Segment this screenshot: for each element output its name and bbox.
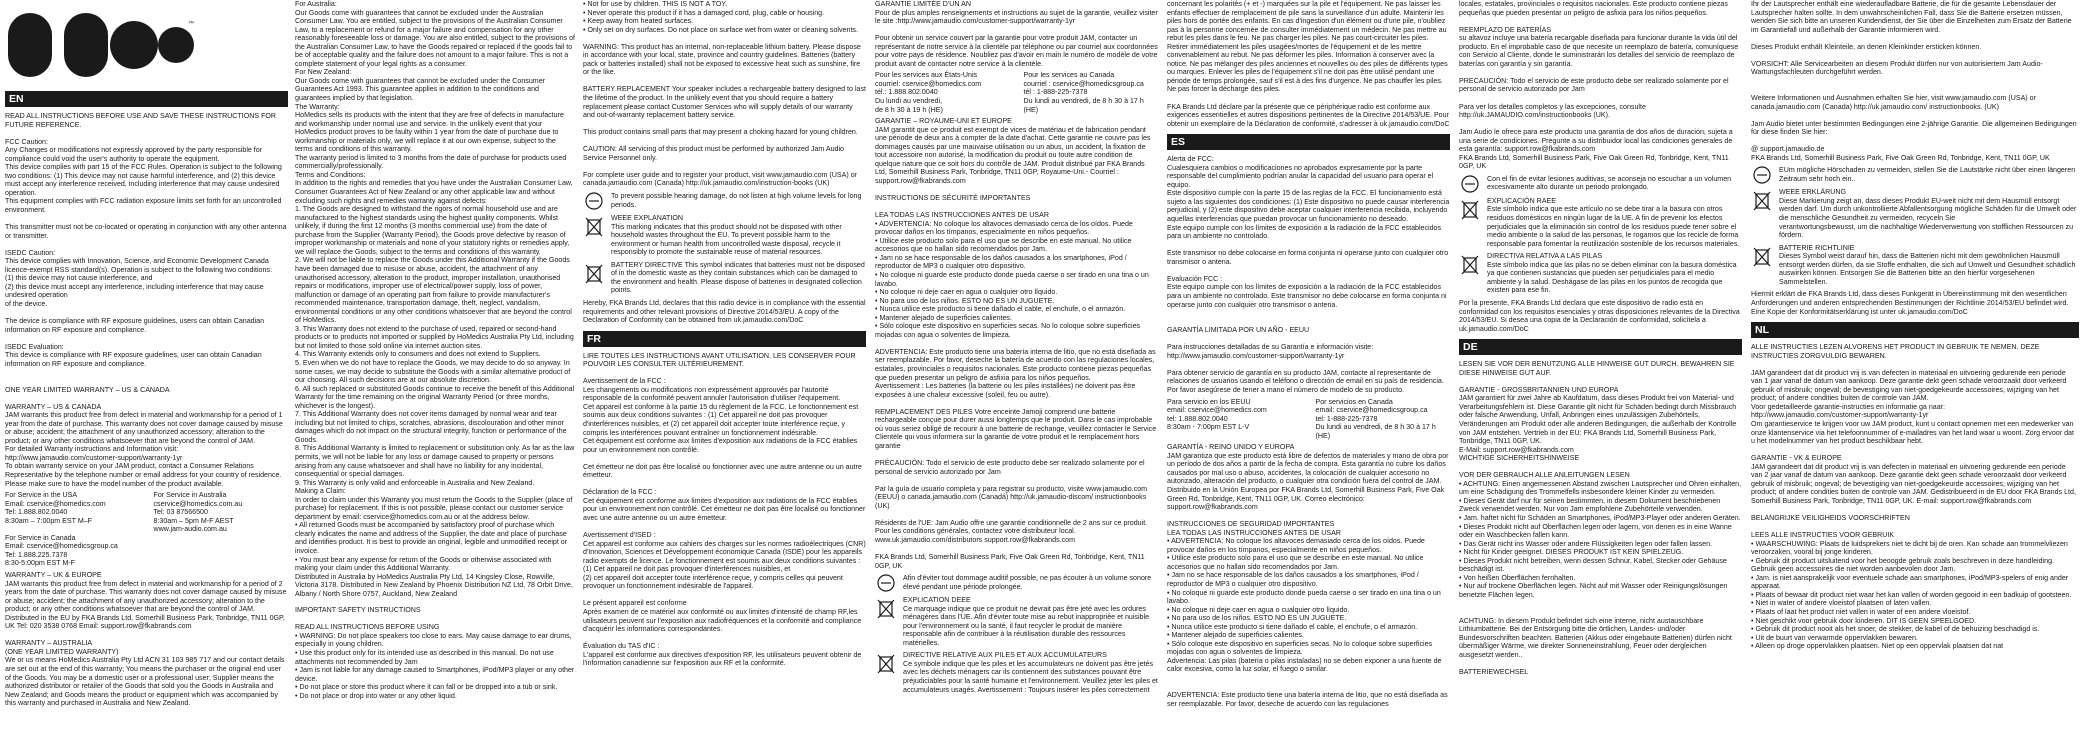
hearing-notice-text: EUm mögliche Hörschaden zu vermeiden, stellen Sie die Lautstärke nicht über einen längeren Zeitraum sehr hoch ein.. [1779, 166, 2076, 183]
en-service-usa-canada: For Service in the USA Email: cservice@homedics.com Tel: 1.888.802.0040 8:30am – 7:00pm EST M–F For Service in Canada Email: cservice@homedicsgroup.ca Tel: 1.888.225.7378 8:30-5:00pm EST M-F [5, 491, 118, 568]
fr-weee-notice [875, 596, 1158, 647]
de-weee-notice [1751, 188, 2079, 239]
battery-bin-icon [1751, 244, 1773, 268]
es-safety-text: GARANTÍA - REINO UNIDO Y EUROPA JAM garantiza que este producto está libre de defectos de materiales y mano de obra por un período de dos años a partir de la fecha de compra. Esta garantía no cubre los daños causados por mal uso o abuso, accidentes, la colocación de cualquier accesorio no autorizado, alteración del producto, o cualquier otra condición fuera del control de JAM. Distribuido en la Unión Europea por FKA Brands Ltd, Somerhill Business Park, Five Oak Green Rd, Tonbridge, Kent, TN11 0GP, UK. Correo electrónico: support.row@fkabrands.com INSTRUCCIONES DE SEGURIDAD IMPORTANTES LEA TODAS LAS INSTRUCCIONES ANTES DE USAR • ADVERTENCIA: No coloque los altavoces demasiado cerca de los oídos. Puede provocar daños en los tímpanos, especialmente en niños pequeños. • Utilice este producto solo para el uso que se describe en este manual. No utilice accesorios que no hallan sido recomendados por Jam. • Jam no se hace responsable de los daños causados a los smartphones, iPod / reproductor de MP3 o cualquier otro dispositivo. • No coloque ni guarde este producto donde pueda caerse o ser tirado en una tina o un lavabo. • No coloque ni deje caer en agua o cualquier otro líquido. • No para uso de los niños. ESTO NO ES UN JUGUETE. • Nunca utilice este producto si tiene dañado el cable, el enchufe, o el armazón. • Mantener alejado de superficies calientes. • Sólo coloque este dispositivo en superficies secas. No lo coloque sobre superficies mojadas con agua o solventes de limpieza. Advertencia: Las pilas (batería o pilas instaladas) no se deben exponer a una fuente de calor excesiva, como la luz solar, el fuego o similar. ADVERTENCIA: Este producto tiene una batería interna de litio, que no está diseñada as ser reemplazable. Por favor, deseche de acuerdo con las regulaciones [1167, 443, 1449, 708]
en-declaration-text: Hereby, FKA Brands Ltd, declares that this radio device is in compliance with the essential requirements and other relevant provisions of Directive 2014/53/EU. A copy of the Declaration of Conformity can be obtained from uk.jamaudio.com/DoC [583, 298, 866, 325]
es-service-usa: Para servicio en los EEUU email: cservice@homedics.com tel: 1.888.802.0040 8:30am - 7:00pm EST L-V [1167, 397, 1267, 432]
es-battery-notice [1459, 252, 1742, 295]
column-5 [1167, 0, 1450, 752]
fr-service-contacts [875, 71, 1158, 114]
es-hearing-notice [1459, 175, 1742, 193]
crossed-bin-icon [583, 214, 605, 238]
battery-bin-icon [583, 261, 605, 285]
column-6 [1459, 0, 1742, 752]
fr-battery-declaration-text: concernant les polarités (+ et -) marquées sur la pile et l'équipement. Ne pas laisser les enfants effectuer de remplacement de pile sans la surveillance d'un adulte. Maintenir les piles hors de portée des enfants. En cas d'ingestion d'un élément ou d'une pile, n'oubliez pas à la personne concernée de consulter immédiatement un médecin. Ne pas mettre au rebut les piles dans le feu. Ne pas charger les piles. Ne pas court-circuiter les piles. Retirer immédiatement les piles usagées/mortes de l'équipement et de les mettre convenablement au rebut. Ne pas déformer les piles. Information à conserver avec la notice. Ne pas mélanger des piles anciennes et nouvelles ou des piles de différents types ou marques. Enlever les piles de l'équipement s'il ne doit pas être utilisé pendant une période de temps prolongée, sauf s'il est à des fins d'urgence. Ne pas chauffer les piles. Ne pas forcer la décharge des piles. FKA Brands Ltd déclare par la présente que ce périphérique radio est conforme aux exigences essentielles et autres dispositions pertinentes de la Directive 2014/53/UE. Pour obtenir un exemplaire de la Déclaration de conformité, s'adresser à uk.jamaudio.com/DoC [1167, 0, 1450, 128]
column-3 [583, 0, 866, 752]
fr-service-usa: Pour les services aux États-Unis courriel: cservice@homedics.com tél.: 1.888.802.0040 Du lundi au vendredi, de 8 h 30 à 19 h (HE) [875, 71, 982, 114]
section-header-de: DE [1459, 339, 1742, 355]
de-battery-warranty-text: Ihr der Lautsprecher enthält eine wiederaufladbare Batterie, die für die gesamte Lebensdauer der Lautsprecher halten sollte. In dem unwahrscheinlichen Fall, dass Sie die Batterie ersetzen müssen, wenden Sie sich bitte an unseren Kundendienst, der Sie über die Einzelheiten zum Ersatz der Batterie im Garantiefall und außerhalb der Garantie informieren wird. Dieses Produkt enthält Kleinteile, an denen Kleinkinder ersticken können. VORSICHT: Alle Servicearbeiten an diesem Produkt dürfen nur von autorisiertem Jam Audio- Wartungsfachleuten durchgeführt werden. Weitere Informationen und Ausnahmen erhalten Sie hier, visit www.jamaudio.com (USA) or canada.jamaudio.com (Canada) http://uk.jamaudio.com/ instructionbooks. (UK) Jam Audio bietet unter bestimmten Bedingungen eine 2-jährige Garantie. Die allgemeinen Bedingungen für diese finden Sie hier: @ support.jamaudio.de FKA Brands Ltd, Somerhill Business Park, Five Oak Green Rd, Tonbridge, Kent, TN11 0GP, UK [1751, 0, 2077, 162]
crossed-bin-icon [875, 596, 897, 620]
battery-notice-text: BATTERY DIRECTIVE This symbol indicates that batteries must not be disposed of in the domestic waste as they contain substances which can be damaged to the environment and health. Please dispose of batteries in designated collection points. [611, 260, 865, 295]
section-header-fr: FR [583, 331, 866, 347]
en-weee-notice [583, 214, 866, 257]
es-fcc-warranty-text: Alerta de FCC: Cualesquiera cambios o modificaciones no aprobados expresamente por la parte responsable del cumplimiento podrían anular la capacidad del usuario para operar el equipo. Este dispositivo cumple con la parte 15 de las reglas de la FCC. El funcionamiento está sujeto a las siguientes dos condiciones: (1) Este dispositivo no puede causar interferencia perjudicial, y (2) este dispositivo debe aceptar cualquier interferencia recibida, incluyendo aquellas interferencias que puedan provocar un funcionamiento no deseado. Este equipo cumple con los límites de exposición a la radiación de la FCC establecidos para un ambiente no controlado. Este transmisor no debe colocarse en forma conjunta ni operarse junto con cualquier otro transmisor o antena. Evaluación FCC : Este equipo cumple con los límites de exposición a la radiación de la FCC establecidos para un ambiente no controlado. Este transmisor no debe colocarse en forma conjunta ni operarse junto con cualquier otro transmisor o antena. GARANTÍA LIMITADA POR UN AÑO - EEUU Para instrucciones detalladas de su Garantía e información visite: http://www.jamaudio.com/customer-support/warranty-1yr Para obtener servicio de garantía en su producto JAM, contacte al representante de relaciones de usuarios usando el teléfono o dirección de email en su país de residencia. Por favor asegúrese de tener a mano el número de modelo de su producto. [1167, 155, 1450, 394]
fr-fcc-text: LIRE TOUTES LES INSTRUCTIONS AVANT UTILISATION. LES CONSERVER POUR POUVOIR LES CONSULTER ULTÉRIEUREMENT. Avertissement de la FCC : Les changements ou modifications non expressément approuvés par l'autorité responsable de la conformité peuvent annuler l'autorisation d'utiliser l'équipement. Cet appareil est conforme à la partie 15 du règlement de la FCC. Le fonctionnement est soumis aux deux conditions suivantes : (1) Cet appareil ne doit pas provoquer d'interférences nuisibles, et (2) cet appareil doit accepter toute interférence reçue, y compris les interférences pouvant entraîner un fonctionnement indésirable. Cet équipement est conforme aux limites d'exposition aux radiations de la FCC établies pour un environnement non contrôlé. Cet émetteur ne doit pas être localisé ou fonctionner avec une autre antenne ou un autre émetteur. Déclaration de la FCC : Cet équipement est conforme aux limites d'exposition aux radiations de la FCC établies pour un environnement non contrôlé. Cet émetteur ne doit pas être localisé ou fonctionner avec une autre antenne ou un autre émetteur. Avertissement d'ISED : Cet appareil est conforme aux cahiers des charges sur les normes radioélectriques (CNR) d'Innovation, Sciences et Développement économique Canada (ISDE) pour les appareils radio exempts de licence. Le fonctionnement est soumis aux deux conditions suivantes : (1) Cet appareil ne doit pas provoquer d'interférences nuisibles, et (2) cet appareil doit accepter toute interférence reçue, y compris celles qui peuvent provoquer un fonctionnement indésirable de l'appareil. Le présent appareil est conforme Après examen de ce matériel aux conformité ou aux limites d'intensité de champ RF,les utilisateurs peuvent sur l'exposition aux radiofréquences et la conformité and compliance d'acquérir les informations correspondantes. Évaluation du TAS d'IC : L'appareil est conforme aux directives d'exposition RF, les utilisateurs peuvent obtenir de l'information canadienne sur l'exposition aux RF et la conformité. [583, 351, 866, 668]
column-2 [295, 0, 575, 752]
battery-notice-text: DIRECTIVE RELATIVE AUX PILES ET AUX ACCUMULATEURS Ce symbole indique que les piles et les accumulateurs ne doivent pas être jetés avec les déchets ménagers car ils contiennent des substances pouvant être préjudiciables pour la santé humaine et l'environnement. Veuillez jeter les piles et accumulateurs usagés. Avertissement : Toujours insérer les piles correctement [903, 651, 1158, 694]
de-battery-notice [1751, 244, 2079, 287]
column-4 [875, 0, 1158, 752]
fr-hearing-notice [875, 574, 1158, 592]
trademark-symbol: ™ [188, 21, 194, 27]
en-fcc-warranty-text: READ ALL INSTRUCTIONS BEFORE USE AND SAVE THESE INSTRUCTIONS FOR FUTURE REFERENCE. FCC Caution: Any Changes or modifications not expressly approved by the party responsible for compliance could void the user's authority to operate the equipment. This device complies with part 15 of the FCC Rules. Operation is subject to the following two conditions: (1) This device may not cause harmful interference, and (2) this device must accept any interference received, including interference that may cause undesired operation. This equipment complies with FCC radiation exposure limits set forth for an uncontrolled environment. This transmitter must not be co-located or operating in conjunction with any other antenna or transmitter. ISEDC Caution: This device complies with Innovation, Science, and Economic Development Canada licence-exempt RSS standard(s). Operation is subject to the following two conditions: (1) this device may not cause interference, and (2) this device must accept any interference, including interference that may cause undesired operation of the device. The device is compliance with RF exposure guidelines, users can obtain Canadian information on RF exposure and compliance. ISEDC Evaluation: This device is compliance with RF exposure guidelines, user can obtain Canadian information on RF exposure and compliance. ONE YEAR LIMITED WARRANTY – US & CANADA WARRANTY – US & CANADA JAM warrants this product free from defect in material and workmanship for a period of 1 year from the date of purchase. This warranty does not cover damage caused by misuse or abuse; accident; the attachment of any unauthorized accessory; alteration to the product; or any other conditions whatsoever that are beyond the control of JAM. For detailed Warranty instructions and Information visit: http://www.jamaudio.com/customer-support/warranty-1yr To obtain warranty service on your JAM product, contact a Consumer Relations Representative by the telephone number or email address for your country of residence. Please make sure to have the model number of the product available. [5, 112, 287, 488]
weee-notice-text: EXPLICATION DEEE Ce marquage indique que ce produit ne devrait pas être jeté avec les ordures ménagères dans l'UE. Afin d'éviter toute mise au rebut inappropriée et nuisible pour l'environnement ou la santé, il faut recycler le produit de manière responsable afin de contribuer à la réutilisation durable des ressources matérielles. [903, 596, 1150, 647]
hearing-warning-icon [583, 192, 605, 210]
hearing-warning-icon [1751, 166, 1773, 184]
battery-notice-text: DIRECTIVA RELATIVA A LAS PILAS Este símbolo indica que las pilas no se deben eliminar con la basura doméstica ya que contienen sustancias que pueden ser perjudiciales para el medio ambiente y la salud. Deshágase de las pilas en los puntos de recogida que existen para ese fin. [1487, 252, 1737, 295]
de-declaration-text: Hiermit erklärt die FKA Brands Ltd, dass dieses Funkgerät in Übereinstimmung mit den wesentlichen Anforderungen und anderen entsprechenden Bestimmungen der Richtlinie 2014/53/EU befindet wird. Eine Kopie der Konformitätserklärung ist unter uk.jamaudio.com/DoC [1751, 290, 2069, 316]
nl-warranty-safety-text: ALLE INSTRUCTIES LEZEN ALVORENS HET PRODUCT IN GEBRUIK TE NEMEN. DEZE INSTRUCTIES ZORGVULDIG BEWAREN. JAM garandeert dat dit product vrij is van defecten in materiaal en uitvoering gedurende een periode van 1 jaar vanaf de datum van aankoop. Deze garantie dekt geen schade veroorzaakt door verkeerd gebruik of misbruik; ongeval; de bevestiging van niet-goedgekeurde accessoires, wijziging van het product; of andere condities buiten de controle van JAM. Voor gedetailleerde garantie-instructies en informatie ga naar: http://www.jamaudio.com/customer-support/warranty-1yr Om garantieservice te krijgen voor uw JAM product, kunt u contact opnemen met een medewerker van onze klantenservice via het telefoonnummer of e-mailadres van het land waar u woont. Zorg ervoor dat u het modelnummer van het product beschikbaar hebt. GARANTIE - VK & EUROPE JAM garandeert dat dit product vrij is van defecten in materiaal en uitvoering gedurende een periode van 2 jaar vanaf de datum van aankoop. Deze garantie dekt geen schade veroorzaakt door verkeerd gebruik of misbruik; ongeval; de bevestiging van niet-goedgekeurde accessoires; wijziging van het product; of andere condities buiten de controle van JAM. Gedistribueerd in de EU door FKA Brands Ltd, Somerhill Business Park, Tonbridge, TN11 0GP, UK. E-mail: support.row@fkabrands.com BELANGRIJKE VEILIGHEIDS VOORSCHRIFTEN LEES ALLE INSTRUCTIES VOOR GEBRUIK • WAARSCHUWING: Plaats de luidsprekers niet te dicht bij de oren. Kan schade aan trommelvliezen veroorzaken, vooral bij jonge kinderen. • Gebruik dit product uitsluitend voor het beoogde gebruik zoals beschreven in deze handleiding. Gebruik geen accessoires die niet worden aanbevolen door Jam. • Jam. is niet aansprakelijk voor eventuele schade aan smartphones, iPod/MP3-spelers of enig ander apparaat. • Plaats of bewaar dit product niet waar het kan vallen of worden gegooid in een badkuip of gootsteen. • Niet in water of andere vloeistof plaatsen of laten vallen. • Plaats of laat het product niet vallen in water of een andere vloeistof. • Niet geschikt voor gebruik door kinderen. DIT IS GEEN SPEELGOED. • Gebruik dit product nooit als het snoer, de stekker, de kabel of de behuizing beschadigd is. • Uit de buurt van verwarmde oppervlakken bewaren. • Alleen op droge oppervlakken plaatsen. Niet op een oppervlak plaatsen dat nat [1751, 343, 2076, 651]
column-7 [1751, 0, 2079, 752]
en-service-australia: For Service in Australia cservice@homedics.com.au Tel: 03 87566500 8:30am – 5pm M-F AEST www.jam-audio.com.au [153, 491, 243, 534]
crossed-bin-icon [1751, 188, 1773, 212]
weee-notice-text: WEEE EXPLANATION This marking indicates that this product should not be disposed with other household wastes throughout the EU. To prevent possible harm to the environment or human health from uncontrolled waste disposal, recycle it responsibly to promote the sustainable reuse of material resources. [611, 214, 842, 257]
en-australia-warranty-text: For Australia: Our Goods come with guarantees that cannot be excluded under the Australian Consumer Law. You are entitled, subject to the provisions of the Australian Consumer Law, to a replacement or refund for a major failure and compensation for any other reasonably foreseeable loss or damage. You are also entitled, subject to the provisions of the Australian Consumer Law, to have the Goods repaired or replaced if the goods fail to be of acceptable quality and the failure does not amount to a major failure. This is not a complete statement of your legal rights as a consumer. For New Zealand: Our Goods come with guarantees that cannot be excluded under the Consumer Guarantees Act 1993. This guarantee applies in addition to the conditions and guarantees implied by that legislation. The Warranty: HoMedics sells its products with the intent that they are free of defects in manufacture and workmanship under normal use and service. In the unlikely event that your HoMedics product proves to be faulty within 1 year from the date of purchase due to workmanship or materials only, we will replace it at our own expense, subject to the terms and conditions of this warranty. The warranty period is limited to 3 months from the date of purchase for products used commercially/professionally. Terms and Conditions: In addition to the rights and remedies that you have under the Australian Consumer Law, Consumer Guarantees Act of New Zealand or any other applicable law and without excluding such rights and remedies warranty against defects: 1. The Goods are designed to withstand the rigors of normal household use and are manufactured to the highest standards using the highest quality components. Whilst unlikely, if during the first 12 months (3 months commercial use) from the date of purchase from the Supplier (Warranty Period), the Goods prove defective by reason of improper workmanship or materials and none of your statutory rights or remedies apply, we will replace the Goods, subject to the terms and conditions of this warranty. 2. We will not be liable to replace the Goods under this Additional Warranty if the Goods have been damaged due to misuse or abuse, accident, the attachment of any unauthorised accessory, alteration to the product, improper installation, unauthorised repairs or modifications, improper use of electrical/power supply, loss of power, malfunction or damage of an operating part from failure to provide manufacturer's recommended maintenance, transportation damage, theft, neglect, vandalism, environmental conditions or any other conditions whatsoever that are beyond the control of HoMedics. 3. This Warranty does not extend to the purchase of used, repaired or second-hand products or to products not imported or supplied by HoMedics Australia Pty Ltd, including but not limited to those sold online via internet auction sites. 4. This Warranty extends only to consumers and does not extend to Suppliers. 5. Even when we do not have to replace the Goods, we may decide to do so anyway. In some cases, we may decide to substitute the Goods with a similar alternative product of our choosing. All such decisions are at our absolute discretion. 6. All such replaced or substituted Goods continue to receive the benefit of this Additional Warranty for the time remaining on the original Warranty Period (or three months, whichever is the longest). 7. This Additional Warranty does not cover items damaged by normal wear and tear including but not limited to chips, scratches, abrasions, discolouration and other minor damages which do not impact on the structural integrity, function or performance of the Goods. 8. This Additional Warranty is limited to replacement or substitution only. As far as the law permits, we will not be liable for any loss or damage caused to property or persons arising from any cause whatsoever and shall have no liability for any incidental, consequential or special damages. 9. This Warranty is only valid and enforceable in Australia and New Zealand. Making a Claim: In order to claim under this Warranty you must return the Goods to the Supplier (place of purchase) for replacement. If this is not possible, please contact our customer service department by email: cservice@homedics.com.au or at the address below. • All returned Goods must be accompanied by satisfactory proof of purchase which clearly indicates the name and address of the Supplier, the date and place of purchase and identifies product. It is best to provide an original, legible and unmodified receipt or invoice. • You must bear any expense for return of the Goods or otherwise associated with making your claim under this Additional Warranty. Distributed in Australia by HoMedics Australia Pty Ltd, 14 Kingsley Close, Rowville, Victoria 3178. Distributed in New Zealand by Phoenix Distribution NZ Ltd, 78 Orbit Drive, Albany / North Shore 0757, Auckland, New Zealand [295, 0, 575, 598]
section-header-en: EN [5, 91, 288, 107]
es-weee-notice [1459, 197, 1742, 248]
hearing-notice-text: Con el fin de evitar lesiones auditivas, se aconseja no escuchar a un volumen excesivamente alto durante un periodo prolongado. [1487, 174, 1732, 192]
es-service-canada: Por servicios en Canada email: cservice@homedicsgroup.ca tel: 1-888-225-7378 Du lundi au vendredi, de 8 h 30 à 17 h (HE) [1315, 397, 1436, 440]
de-hearing-notice [1751, 166, 2079, 184]
fr-warranty-text: GARANTIE LIMITÉE D'UN AN Pour de plus amples renseignements et instructions au sujet de la garantie, veuillez visiter le site :http://www.jamaudio.com/customer-support/warranty-1yr Pour obtenir un service couvert par la garantie pour votre produit JAM, contacter un représentant de notre service à la clientèle par téléphone ou par courriel aux coordonnées pour votre pays de résidence. Noubliez pas d'avoir en main le numéro de modèle de votre produit avant de contacter notre service à la clientèle. [875, 0, 1158, 68]
en-safety-instructions: IMPORTANT SAFETY INSTRUCTIONS READ ALL INSTRUCTIONS BEFORE USING • WARNING: Do not place speakers too close to ears. May cause damage to ear drums, especially in young children. • Use this product only for its intended use as described in this manual. Do not use attachments not recommended by Jam • Jam is not liable for any damage caused to Smartphones, iPod/MP3 player or any other device. • Do not place or store this product where it can fall or be dropped into a tub or sink. • Do not place or drop into water or any other liquid. [295, 606, 575, 700]
en-battery-notice [583, 261, 866, 295]
es-declaration-text: Por la presente, FKA Brands Ltd declara que este dispositivo de radio está en conformidad con los requisitos esenciales y otras disposiciones relevantes de la Directiva 2014/53/EU. Si desea una copia de la Declaración de conformidad, solicítela a uk.jamaudio.com/DoC [1459, 298, 1740, 333]
en-hearing-notice [583, 192, 866, 210]
hearing-warning-icon [1459, 175, 1481, 193]
weee-notice-text: EXPLICACIÓN RAEE Este símbolo indica que este artículo no se debe tirar a la basura con otros residuos domésticos en ningún lugar de la UE. A fin de prevenir los efectos perjudiciales que la eliminación sin control de los residuos puede tener sobre el medio ambiente o la salud de las personas, le rogamos que los recicle de forma responsable para fomentar la reutilización sostenible de los recursos materiales. [1487, 196, 1740, 248]
section-header-es: ES [1167, 134, 1450, 150]
de-safety-text: LESEN SIE VOR DER BENUTZUNG ALLE HINWEISE GUT DURCH. BEWAHREN SIE DIESE HINWEISE GUT AUF. GARANTIE - GROSSBRITANNIEN UND EUROPA JAM garantiert für zwei Jahre ab Kaufdatum, dass dieses Produkt frei von Material- und Verarbeitungsfehlern ist. Diese Garantie gilt nicht für Schäden bedingt durch Missbrauch oder falsche Anwendung, Unfall, Anbringen eines unzulässigen Zubehörteils, Veränderungen am Produkt oder alle anderen Bedingungen, die außerhalb der Kontrolle von JAM entstehen. Vertrieb in der EU: FKA Brands Ltd, Somerhill Business Park, Tonbridge, TN11 0GP, UK. E-Mail: support.row@fkabrands.com WICHTIGE SICHERHEITSHINWEISE VOR DER GEBRAUCH ALLE ANLEITUNGEN LESEN • ACHTUNG: Einen angemessenen Abstand zwischen Lautsprecher und Ohren einhalten, um eine Schädigung des Trommelfells insbesondere kleiner Kinder zu vermeiden. • Dieses Gerät darf nur für seinen bestimmten, in diesem Dokument beschriebenen Zweck verwendet werden. Nur von Jam empfohlene Zubehörteile verwenden. • Jam. haftet nicht für Schäden an Smartphones, iPod/MP3-Player oder anderen Geräten. • Dieses Produkt nicht auf Oberflächen legen oder lagern, von denen es in eine Wanne oder ein Waschbecken fallen kann. • Das Gerät nicht ins Wasser oder andere Flüssigkeiten legen oder fallen lassen. • Nicht für Kinder geeignet. DIESES PRODUKT IST KEIN SPIELZEUG. • Dieses Produkt nicht betreiben, wenn dessen Schnur, Kabel, Stecker oder Gehäuse beschädigt ist. • Von heißen Oberflächen fernhalten. • Nur auf trockene Oberflächen legen. Nicht auf mit Wasser oder Reinigungslösungen benetzte Flächen legen. ACHTUNG: In diesem Produkt befindet sich eine interne, nicht austauschbare Lithiumbatterie. Bei der Entsorgung bitte die örtlichen, Landes- und/oder Bundesvorschriften beachten. Batterien (Akkus oder eingebaute Batterien) dürfen nicht übermäßiger Wärme, wie direkter Sonneneinstrahlung, Feuer oder dergleichen ausgesetzt werden.. BATTERIEWECHSEL [1459, 360, 1742, 676]
hearing-notice-text: Afin d'éviter tout dommage auditif possible, ne pas écouter à un volume sonore élevé pendant une période prolongée. [903, 574, 1152, 591]
battery-notice-text: BATTERIE RICHTLINIE Dieses Symbol weist darauf hin, dass die Batterien nicht mit dem gewöhnlichen Hausmüll entsorgt werden dürfen, da sie Stoffe enthalten, die sich auf Umwelt und Gesundheit schädlich auswirken können. Entsorgen Sie die Batterien bitte an den hierfür vorgesehenen Sammelstellen. [1779, 243, 2076, 286]
section-header-nl: NL [1751, 322, 2079, 338]
hearing-notice-text: To prevent possible hearing damage, do not listen at high volume levels for long periods. [611, 192, 862, 209]
en-warranty-uk-au-text: WARRANTY – UK & EUROPE JAM warrants this product free from defect in material and workmanship for a period of 2 years from the date of purchase. This warranty does not cover damage caused by misuse or abuse; accident; the attachment of any unauthorized accessory; alteration to the product; or any other conditions whatsoever that are beyond the control of JAM. Distributed in the EU by FKA Brands Ltd, Somerhill Business Park, Tonbridge, TN11 0GP, UK Tel: 020 3538 0768 Email: support.row@fkabrands.com WARRANTY – AUSTRALIA (ONE YEAR LIMITED WARRANTY) We or us means HoMedics Australia Pty Ltd ACN 31 103 985 717 and our contact details are set out at the end of this warranty; You means the purchaser or the original end user of the Goods. You may be a domestic user or a professional user; Supplier means the authorized distributor or retailer of the Goods that sold you the Goods in Australia and New Zealand; and Goods means the product or equipment which was accompanied by this warranty and purchased in Australia and New Zealand. [5, 570, 287, 708]
weee-notice-text: WEEE ERKLÄRUNG Diese Markierung zeigt an, dass dieses Produkt EU-weit nicht mit dem Hausmüll entsorgt werden darf. Um durch unkontrollierte Abfallentsorgung mögliche Schäden für die Umwelt oder die menschliche Gesundheit zu vermeiden, recyceln Sie verantwortungsbewusst, um die nachhaltige Wiederverwertung von stofflichen Ressourcen zu fördern. [1779, 188, 2077, 240]
column-1 [5, 0, 288, 752]
en-service-contacts [5, 491, 288, 568]
crossed-bin-icon [1459, 197, 1481, 221]
battery-bin-icon [1459, 252, 1481, 276]
en-safety-battery-text: • Not for use by children. THIS IS NOT A TOY. • Never operate this product if it has a damaged cord, plug, cable or housing. • Keep away from heated surfaces. • Only set on dry surfaces. Do not place on surface wet from water or cleaning solvents. WARNING: This product has an internal, non-replaceable lithium battery. Please dispose in accordance with your local, state, province and country guidelines. Batteries (battery pack or batteries installed) shall not be exposed to excessive heat such as sunshine, fire or the like. BATTERY REPLACEMENT Your speaker includes a rechargeable battery designed to last the lifetime of the product. In the unlikely event that you should require a battery replacement please contact Customer Services who will supply details of our warranty and out-of-warranty replacement battery service. This product contains small parts that may present a choking hazard for young children. CAUTION: All servicing of this product must be performed by authorized Jam Audio Service Personnel only. For complete user guide and to register your product, visit www.jamaudio.com (USA) or canada.jamaudio.com (Canada) http://uk.jamaudio.com/instruction-books (UK) [583, 0, 866, 188]
hearing-warning-icon [875, 574, 897, 592]
battery-bin-icon [875, 651, 897, 675]
fr-safety-text: GARANTIE – ROYAUME-UNI ET EUROPE JAM garantit que ce produit est exempt de vices de matériau et de fabrication pendant une période de deux ans à compter de la date d'achat. Cette garantie ne couvre pas les dommages causés par une mauvaise utilisation ou un abus, un accident, la fixation de tout accessoire non autorisé, la modification du produit ou toute autre condition de quelque nature que ce soit hors du contrôle de JAM. Produit distribué par FKA Brands Ltd, Somerhill Business Park, Tonbridge, TN11 0GP, Royaume-Uni.- Courriel : support.row@fkabrands.com INSTRUCTIONS DE SÉCURITÉ IMPORTANTES LEA TODAS LAS INSTRUCCIONES ANTES DE USAR • ADVERTENCIA: No coloque los altavoces demasiado cerca de los oídos. Puede provocar daños en los tímpanos, especialmente en niños pequeños. • Utilice este producto solo para el uso que se describe en este manual. No utilice accesorios que no hallan sido recomendados por Jam. • Jam no se hace responsable de los daños causados a los smartphones, iPod / reproductor de MP3 o cualquier otro dispositivo. • No coloque ni guarde este producto donde pueda caerse o ser tirado en una tina o un lavabo. • No coloque ni deje caer en agua o cualquier otro líquido. • No para uso de los niños. ESTO NO ES UN JUGUETE. • Nunca utilice este producto si tiene dañado el cable, el enchufe, o el armazón. • Mantener alejado de superficies calientes. • Sólo coloque este dispositivo en superficies secas. No lo coloque sobre superficies mojadas con agua o solventes de limpieza. ADVERTENCIA: Este producto tiene una batería interna de litio, que no está diseñada as ser reemplazable. Por favor, deseche la batería de acuerdo con las regulaciones locales, estatales, provinciales o requisitos nacionales. Este producto contiene piezas pequeñas que pueden presentar un peligro de asfixia para los niños pequeños. Avertissement : Les batteries (la batterie ou les piles installées) ne doivent pas être exposées à une chaleur excessive (soleil, feu ou autre). REMPLACEMENT DES PILES Votre enceinte Jamoji comprend une batterie rechargeable conçue pour durer aussi longtemps que le produit. Dans le cas improbable où vous seriez obligé de recourir à une batterie de rechange, veuillez contacter le Service Clientèle qui vous informera sur la garantie de votre produit et le remplacement hors garantie PRÉCAUCIÓN: Todo el servicio de este producto debe ser realizado solamente por el personal de servicio autorizado por Jam Par la guía de usuario completa y para registrar su producto, visite www.jamaudio.com (EEUU) o canada.jamaudio.com (Canadá) http://uk.jamaudio-discom/ instructionbooks (UK) Résidents de l'UE: Jam Audio offre une garantie conditionnelle de 2 ans sur ce produit. Pour les conditions générales, contactez votre distributeur local. www.uk.jamaudio.com/distributors support.row@fkabrands.com FKA Brands Ltd, Somerhill Business Park, Five Oak Green Rd, Tonbridge, Kent, TN11 0GP, UK [875, 117, 1157, 570]
es-battery-warranty-text: locales, estatales, provinciales o requisitos nacionales. Este producto contiene piezas pequeñas que pueden presentar un peligro de asfixia para los niños pequeños. REEMPLAZO DE BATERÍAS su altavoz incluye una batería recargable diseñada para funcionar durante la vida útil del producto. En el improbable caso de que necesite un reemplazo de batería, comuníquese con Servicio al Cliente, donde le suministrarán los detalles del servicio de reemplazo de baterías con garantía y sin garantía. PRECAUCIÓN: Todo el servicio de este producto debe ser realizado solamente por el personal de servicio autorizado por Jam Para ver los detalles completos y las excepciones, consulte http://uk.JAMAUDIO.com/instructionbooks (UK). Jam Audio le ofrece para este producto una garantía de dos años de duración, sujeta a una serie de condiciones. Pregunte a su distribuidor local las condiciones generales de esta garantía: support.row@fkabrands.com FKA Brands Ltd, Somerhill Business Park, Five Oak Green Rd, Tonbridge, Kent, TN11 0GP, UK [1459, 0, 1739, 171]
es-service-contacts [1167, 398, 1450, 441]
fr-service-canada: Pour les services au Canada courriel : cservice@homedicsgroup.ca tél : 1-888-225-7378 Du lundi au vendredi, de 8 h 30 à 17 h (HE) [1023, 71, 1144, 114]
fr-battery-notice [875, 651, 1158, 694]
